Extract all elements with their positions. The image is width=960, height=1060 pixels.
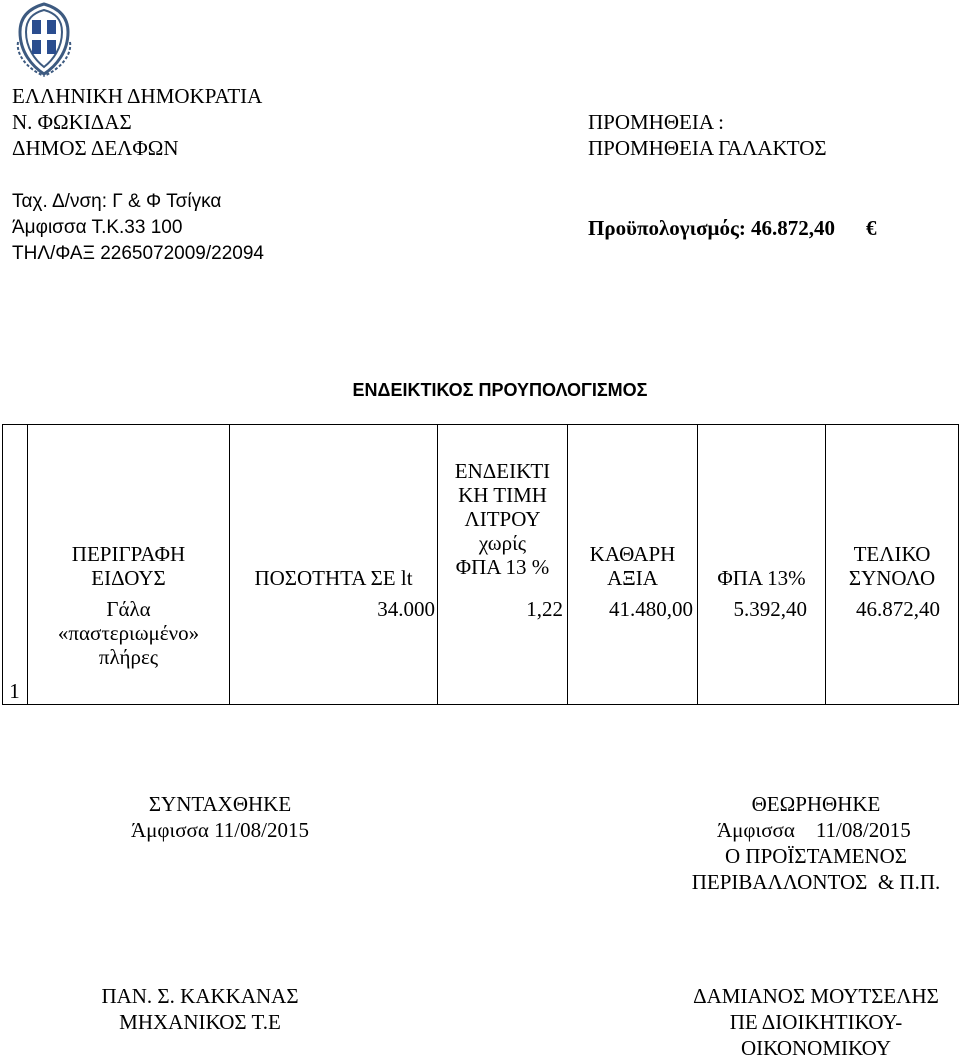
left-signatory-title: ΜΗΧΑΝΙΚΟΣ Τ.Ε bbox=[119, 1010, 281, 1034]
right-status: ΘΕΩΡΗΘΗΚΕ bbox=[751, 792, 881, 816]
header-quantity: ΠΟΣΟΤΗΤΑ ΣΕ lt bbox=[254, 566, 413, 590]
left-signatory-name: ΠΑΝ. Σ. ΚΑΚΚΑΝΑΣ bbox=[101, 984, 299, 1008]
city-zip: Άμφισσα Τ.Κ.33 100 bbox=[12, 217, 183, 238]
row-quantity: 34.000 bbox=[377, 597, 435, 621]
row-unit-price: 1,22 bbox=[526, 597, 563, 621]
header-total: ΤΕΛΙΚΟ ΣΥΝΟΛΟ bbox=[848, 542, 936, 590]
right-signatory-name: ΔΑΜΙΑΝΟΣ ΜΟΥΤΣΕΛΗΣ bbox=[693, 984, 939, 1008]
header-description: ΠΕΡΙΓΡΑΦΗ ΕΙΔΟΥΣ bbox=[71, 542, 186, 590]
header-unit-price: ΕΝΔΕΙΚΤΙ ΚΗ ΤΙΜΗ ΛΙΤΡΟΥ χωρίς ΦΠΑ 13 % bbox=[454, 459, 551, 579]
right-role-line1: Ο ΠΡΟΪΣΤΑΜΕΝΟΣ bbox=[724, 844, 907, 868]
phone-fax: ΤΗΛ/ΦΑΞ 2265072009/22094 bbox=[12, 243, 264, 264]
procurement-subject: ΠΡΟΜΗΘΕΙΑ ΓΑΛΑΚΤΟΣ bbox=[588, 136, 827, 160]
budget-amount: Προϋπολογισμός: 46.872,40 bbox=[588, 216, 836, 240]
procurement-label: ΠΡΟΜΗΘΕΙΑ : bbox=[588, 110, 724, 134]
right-signatory-title-line1: ΠΕ ΔΙΟΙΚΗΤΙΚΟΥ- bbox=[729, 1010, 903, 1034]
right-signatory-title-line2: ΟΙΚΟΝΟΜΙΚΟΥ bbox=[740, 1036, 892, 1060]
euro-symbol: € bbox=[866, 216, 877, 240]
row-vat: 5.392,40 bbox=[733, 597, 807, 621]
postal-address: Ταχ. Δ/νση: Γ & Φ Τσίγκα bbox=[12, 191, 222, 212]
municipality-name: ΔΗΜΟΣ ΔΕΛΦΩΝ bbox=[12, 136, 179, 160]
greek-emblem-icon bbox=[12, 2, 76, 78]
document-title: ΕΝΔΕΙΚΤΙΚΟΣ ΠΡΟΥΠΟΛΟΓΙΣΜΟΣ bbox=[352, 380, 648, 400]
country-name: ΕΛΛΗΝΙΚΗ ΔΗΜΟΚΡΑΤΙΑ bbox=[12, 84, 263, 108]
row-description: Γάλα «παστεριωμένο» πλήρες bbox=[57, 597, 200, 669]
row-net-value: 41.480,00 bbox=[609, 597, 693, 621]
right-role-line2: ΠΕΡΙΒΑΛΛΟΝΤΟΣ & Π.Π. bbox=[691, 870, 941, 894]
header-vat: ΦΠΑ 13% bbox=[717, 566, 806, 590]
row-total: 46.872,40 bbox=[856, 597, 940, 621]
prefecture-name: Ν. ΦΩΚΙΔΑΣ bbox=[12, 110, 132, 134]
left-status: ΣΥΝΤΑΧΘΗΚΕ bbox=[148, 792, 292, 816]
row-index: 1 bbox=[9, 679, 20, 703]
right-place-date: Άμφισσα 11/08/2015 bbox=[717, 818, 911, 842]
left-place-date: Άμφισσα 11/08/2015 bbox=[131, 818, 309, 842]
header-net-value: ΚΑΘΑΡΗ ΑΞΙΑ bbox=[589, 542, 676, 590]
